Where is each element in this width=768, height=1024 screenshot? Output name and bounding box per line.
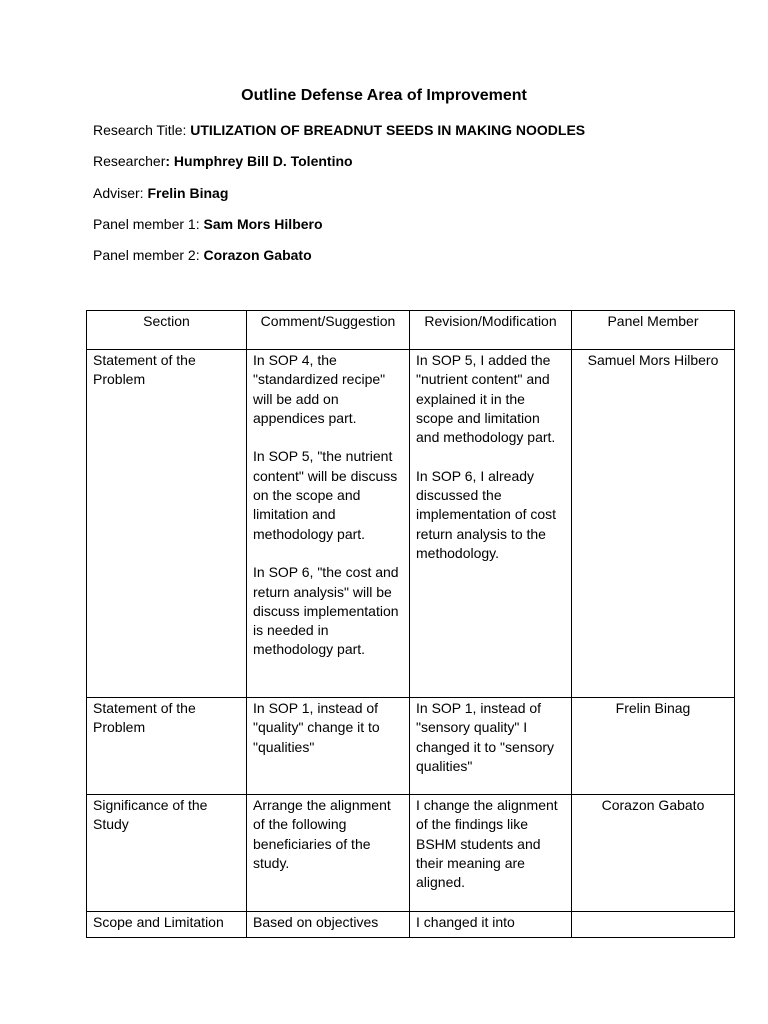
research-title-value: UTILIZATION OF BREADNUT SEEDS IN MAKING NOODLES: [190, 122, 586, 138]
panel-member-2-line: [93, 247, 312, 263]
panel-member-1-line: [93, 216, 323, 232]
adviser-label: Adviser:: [93, 185, 148, 201]
revision-text: I changed it into: [416, 914, 515, 930]
comment-cell: [247, 698, 410, 795]
header-comment: Comment/Suggestion: [247, 311, 410, 350]
research-title-line: [93, 122, 585, 138]
comment-text: Based on objectives: [253, 914, 379, 930]
revision-cell: [410, 698, 572, 795]
panel-member-2-label: Panel member 2:: [93, 247, 204, 263]
research-title-label: Research Title:: [93, 122, 191, 138]
comment-text: In SOP 4, the "standardized recipe" will be add on appendices part. In SOP 5, "the nutrient content" will be discuss on the scope and limitation and methodology part. In SOP 6, "the cost and return analysis" will be discuss implementation is needed in methodology part.: [253, 352, 399, 658]
section-cell: [87, 795, 247, 912]
table-row: [87, 795, 735, 912]
section-cell: [87, 698, 247, 795]
section-text: Scope and Limitation: [93, 914, 224, 930]
section-text: Statement of the Problem: [93, 700, 196, 736]
panel-member-cell: [572, 912, 735, 938]
adviser-value: Frelin Binag: [147, 185, 229, 201]
comment-text: Arrange the alignment of the following beneficiaries of the study.: [253, 797, 391, 871]
revision-cell: [410, 795, 572, 912]
document-title: Outline Defense Area of Improvement: [241, 87, 527, 104]
panel-member-text: Corazon Gabato: [601, 797, 705, 813]
adviser-line: [93, 185, 228, 201]
section-text: Significance of the Study: [93, 797, 208, 833]
panel-member-cell: [572, 350, 735, 698]
revision-cell: [410, 912, 572, 938]
researcher-value: : Humphrey Bill D. Tolentino: [165, 153, 353, 169]
section-cell: [87, 912, 247, 938]
panel-member-text: Samuel Mors Hilbero: [587, 352, 719, 368]
panel-member-1-label: Panel member 1:: [93, 216, 204, 232]
comment-cell: [247, 912, 410, 938]
table-row: [87, 698, 735, 795]
panel-member-cell: [572, 698, 735, 795]
panel-member-cell: [572, 795, 735, 912]
revision-text: I change the alignment of the findings like BSHM students and their meaning are aligned.: [416, 797, 558, 891]
revision-cell: [410, 350, 572, 698]
table-header-row: [87, 311, 735, 350]
header-section: Section: [87, 311, 247, 350]
comment-text: In SOP 1, instead of "quality" change it to "qualities": [253, 700, 380, 755]
researcher-label: Researcher: [93, 153, 166, 169]
comment-cell: [247, 795, 410, 912]
table-row: [87, 350, 735, 698]
comment-cell: [247, 350, 410, 698]
panel-member-1-value: Sam Mors Hilbero: [203, 216, 323, 232]
table-row: [87, 912, 735, 938]
panel-member-2-value: Corazon Gabato: [203, 247, 312, 263]
header-revision: Revision/Modification: [410, 311, 572, 350]
revision-text: In SOP 1, instead of "sensory quality" I changed it to "sensory qualities": [416, 700, 555, 774]
section-cell: [87, 350, 247, 698]
improvement-table: [86, 310, 735, 938]
researcher-line: [93, 153, 353, 169]
section-text: Statement of the Problem: [93, 352, 196, 388]
header-panel-member: Panel Member: [572, 311, 735, 350]
revision-text: In SOP 5, I added the "nutrient content" and explained it in the scope and limitation and methodology part. In SOP 6, I already discussed the implementation of cost return analysis to the methodology.: [416, 352, 557, 561]
panel-member-text: Frelin Binag: [615, 700, 691, 716]
